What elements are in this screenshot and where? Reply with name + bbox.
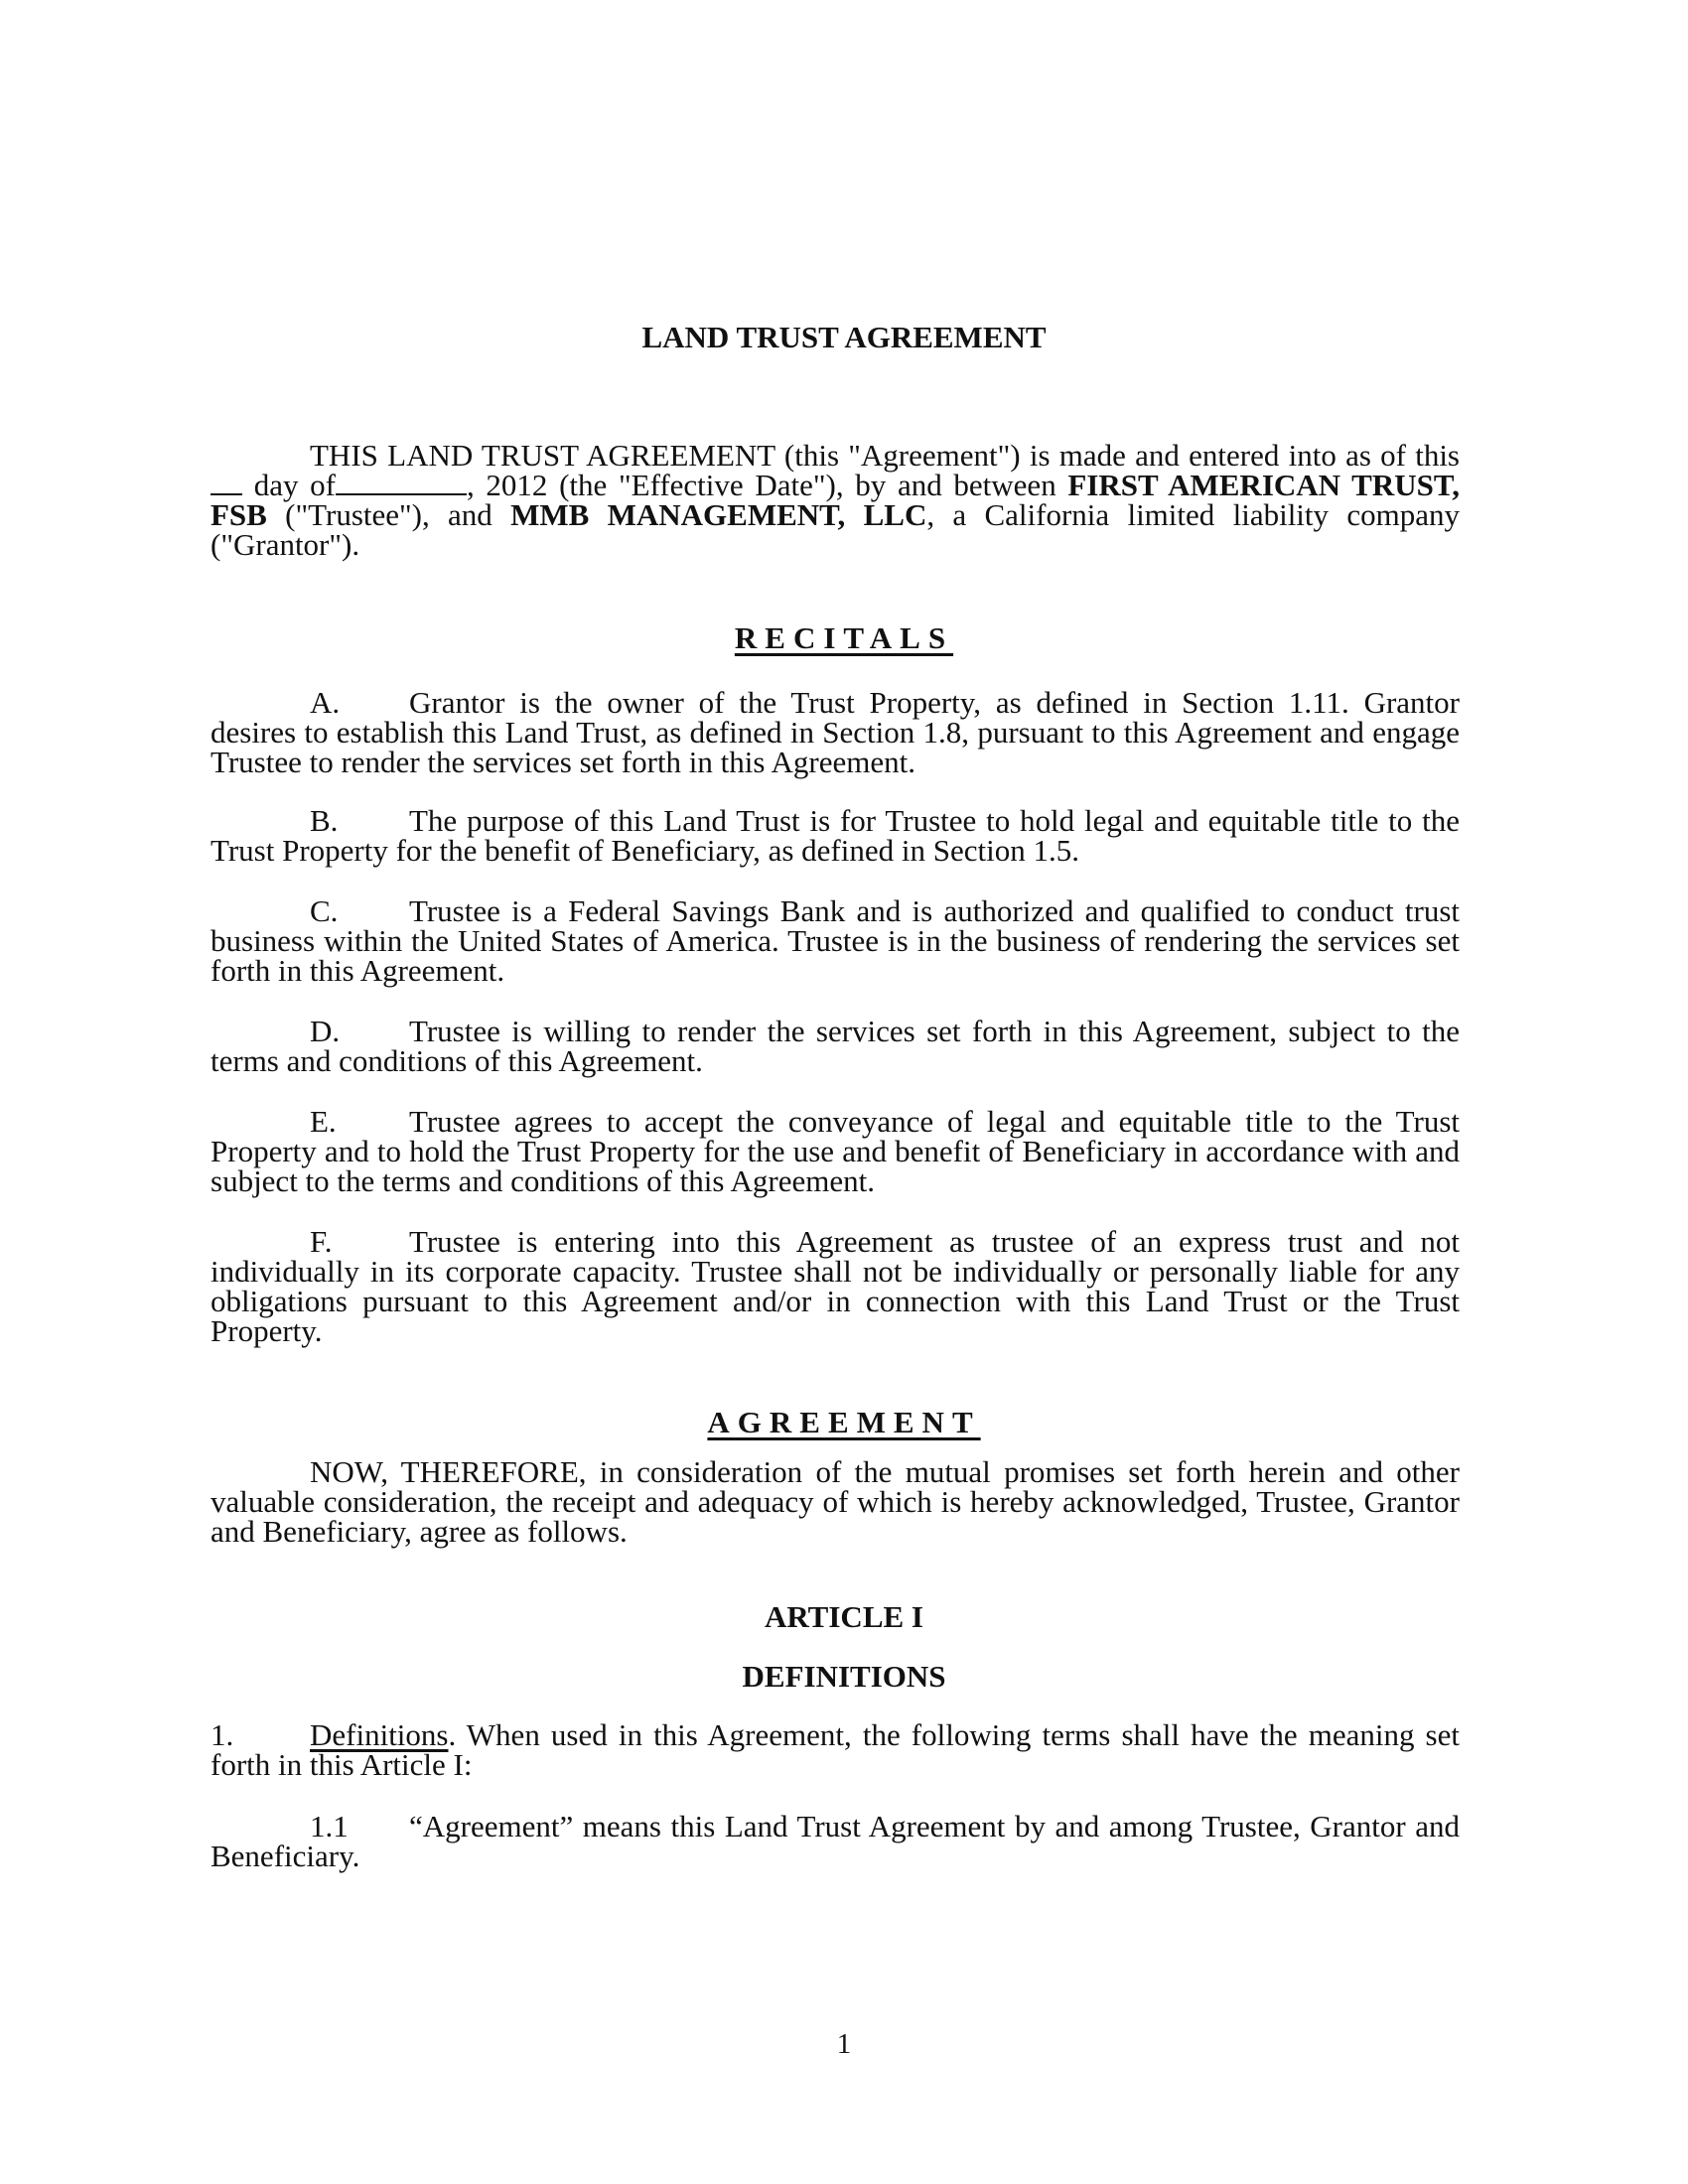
agreement-text: NOW, THEREFORE, in consideration of the mutual promises set forth herein and other valuable consideration, the receipt and adequacy of which is hereby acknowledged, Trustee, Grantor and Beneficiary, agree as follows. — [211, 1454, 1460, 1549]
recital-text: Trustee agrees to accept the conveyance of legal and equitable title to the Trust Property and to hold the Trust Property for the use and benefit of Beneficiary in accordance with and subject to the terms and conditions of this Agreement. — [211, 1104, 1460, 1198]
preamble-text-2: day of — [253, 468, 336, 502]
recital-label: A. — [310, 685, 341, 720]
recital-c — [211, 893, 1460, 988]
recital-text: The purpose of this Land Trust is for Trustee to hold legal and equitable title to the Trust Property for the benefit of Beneficiary, as defined in Section 1.5. — [211, 803, 1460, 868]
preamble-text-3: , 2012 (the "Effective Date"), by and between — [466, 468, 1056, 502]
recital-f — [211, 1224, 1460, 1348]
recital-label: C. — [310, 893, 339, 928]
trustee-name: FIRST AMERICAN TRUST, FSB — [211, 468, 1460, 532]
subsection-text: “Agreement” means this Land Trust Agreement by and among Trustee, Grantor and Beneficiary. — [211, 1809, 1460, 1873]
recital-label: D. — [310, 1014, 341, 1048]
day-blank — [211, 472, 242, 495]
recital-b — [211, 803, 1460, 868]
agreement-paragraph — [211, 1454, 1460, 1549]
section-1 — [211, 1717, 1460, 1782]
agreement-heading-text: AGREEMENT — [707, 1405, 981, 1439]
section-heading: Definitions — [310, 1717, 449, 1752]
grantor-name: MMB MANAGEMENT, LLC — [510, 497, 927, 532]
document-title: LAND TRUST AGREEMENT — [641, 320, 1047, 354]
recitals-heading-text: RECITALS — [734, 620, 954, 655]
section-1-1 — [211, 1809, 1460, 1873]
section-number: 1. — [211, 1717, 234, 1752]
recital-d — [211, 1014, 1460, 1078]
recitals-heading — [0, 620, 1688, 656]
preamble-text-5: , a California limited liability company ("Grantor"). — [211, 497, 1460, 562]
recital-text: Grantor is the owner of the Trust Property, as defined in Section 1.11. Grantor desires to establish this Land Trust, as defined in Section 1.8, pursuant to this Agreement and engage Trustee to render the services set forth in this Agreement. — [211, 685, 1460, 779]
recital-label: F. — [310, 1224, 333, 1259]
recital-label: B. — [310, 803, 339, 838]
recital-text: Trustee is willing to render the services set forth in this Agreement, subject to the terms and conditions of this Agreement. — [211, 1014, 1460, 1078]
preamble-text-1: THIS LAND TRUST AGREEMENT (this "Agreement") is made and entered into as of this — [310, 438, 1460, 473]
recital-a — [211, 685, 1460, 779]
subsection-number: 1.1 — [310, 1809, 349, 1843]
recital-e — [211, 1104, 1460, 1198]
recital-label: E. — [310, 1104, 337, 1139]
article-title: DEFINITIONS — [742, 1659, 946, 1694]
preamble-text-4: ("Trustee"), and — [285, 497, 492, 532]
page-number: 1 — [836, 2028, 852, 2060]
recital-text: Trustee is entering into this Agreement as trustee of an express trust and not individually in its corporate capacity. Trustee shall not be individually or personally liable for any obligations pursuant to this Agreement and/or in connection with this Land Trust or the Trust Property. — [211, 1224, 1460, 1348]
article-number: ARTICLE I — [765, 1599, 923, 1634]
month-blank — [336, 472, 467, 495]
preamble-paragraph — [211, 438, 1460, 562]
recital-text: Trustee is a Federal Savings Bank and is authorized and qualified to conduct trust business within the United States of America. Trustee is in the business of rendering the services set forth in this Agreement. — [211, 893, 1460, 988]
agreement-heading — [0, 1405, 1688, 1440]
section-text: . When used in this Agreement, the following terms shall have the meaning set forth in this Article I: — [211, 1717, 1460, 1782]
